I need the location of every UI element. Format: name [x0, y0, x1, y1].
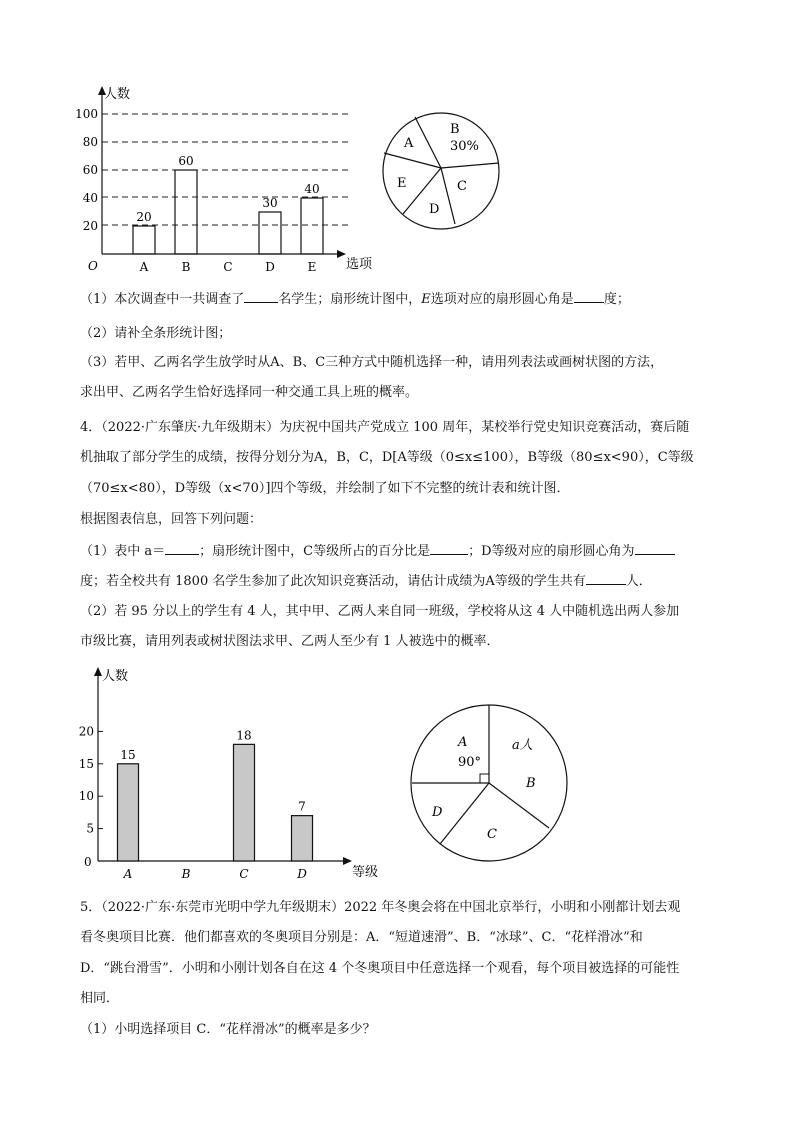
bar	[118, 764, 139, 861]
bar-value-label: 60	[178, 154, 194, 168]
p4-question-1-line1: （1）表中 a＝ ；扇形统计图中，C等级所占的百分比是 ；D等级对应的扇形圆心角为	[80, 542, 675, 561]
blank-total[interactable]	[244, 290, 278, 303]
p4-intro-line3: （70≤x<80），D等级（x<70）]四个等级，并绘制了如下不完整的统计表和统计图．	[80, 481, 570, 496]
pie-chart-grades	[408, 702, 570, 864]
pie-chart-options	[378, 108, 508, 232]
pie1-label-b-percent: 30%	[450, 139, 479, 154]
p5-intro-line1: 5．（2022·广东·东莞市光明中学九年级期末）2022 年冬奥会将在中国北京举行，小明和小刚都计划去观	[80, 900, 681, 915]
p4-question-2-line1: （2）若 95 分以上的学生有 4 人，其中甲、乙两人来自同一班级，学校将从这 4 人中随机选出两人参加	[80, 604, 680, 619]
x-tick-label: C	[223, 260, 233, 274]
p3-question-3-line2: 求出甲、乙两名学生恰好选择同一种交通工具上班的概率。	[80, 385, 419, 400]
pie2-label-a: A	[458, 735, 468, 750]
x-tick-label: D	[297, 867, 307, 881]
x-tick-label: B	[181, 260, 191, 274]
x-tick-label: E	[307, 260, 317, 274]
bar	[292, 816, 313, 861]
blank-a[interactable]	[165, 542, 199, 555]
x-tick-label: D	[265, 260, 275, 274]
blank-d-angle[interactable]	[635, 542, 675, 555]
p5-intro-line4: 相同．	[80, 991, 120, 1006]
y-tick-label: 5	[86, 821, 94, 836]
bar-chart-options	[75, 82, 378, 278]
pie2-right-angle-mark	[480, 774, 489, 783]
p5-question-1: （1）小明选择项目 C．“花样滑冰”的概率是多少？	[80, 1022, 376, 1037]
chart1-x-arrow	[337, 250, 346, 258]
p5-intro-line3: D．“跳台滑雪”．小明和小刚计划各自在这 4 个冬奥项目中任意选择一个观看，每个项目被选择的可能性	[80, 961, 680, 976]
p3-question-3-line1: （3）若甲、乙两名学生放学时从A、B、C三种方式中随机选择一种，请用列表法或画树状图的方法，	[80, 355, 664, 370]
chart3-y-arrow	[94, 667, 102, 676]
pie2-label-c: C	[487, 827, 497, 842]
chart3-x-label: 等级	[352, 865, 379, 880]
y-tick-label: 60	[82, 163, 98, 177]
y-tick-label: 100	[75, 107, 98, 121]
pie1-outline	[383, 113, 499, 229]
chart1-y-label: 人数	[104, 87, 131, 102]
bar-value-label: 40	[304, 182, 320, 196]
pie1-label-a: A	[404, 136, 414, 151]
bar-value-label: 18	[236, 728, 252, 743]
bar	[234, 744, 255, 861]
chart3-origin: 0	[84, 855, 92, 869]
p4-question-2-line2: 市级比赛，请用列表或树状图法求甲、乙两人至少有 1 人被选中的概率．	[80, 634, 500, 649]
y-tick-label: 10	[78, 789, 94, 804]
p3-question-1: （1）本次调查中一共调查了 名学生；扇形统计图中，E选项对应的扇形圆心角是 度；	[80, 292, 630, 307]
bar-value-label: 7	[298, 799, 306, 814]
pie1-label-e: E	[397, 176, 407, 191]
p4-intro-line4: 根据图表信息，回答下列问题：	[80, 512, 263, 527]
x-tick-label: A	[123, 867, 133, 881]
bar-value-label: 20	[136, 210, 152, 224]
bar-value-label: 30	[262, 196, 278, 210]
bar	[259, 212, 281, 254]
pie2-label-a-people: a人	[512, 738, 533, 753]
bar-value-label: 15	[120, 747, 136, 762]
chart3-y-label: 人数	[102, 669, 129, 684]
blank-angle-e[interactable]	[574, 290, 604, 303]
chart1-origin: O	[88, 259, 98, 273]
chart1-x-label: 选项	[346, 257, 373, 272]
p4-question-1-line2: 度；若全校共有 1800 名学生参加了此次知识竞赛活动，请估计成绩为A等级的学生共有 人．	[80, 574, 652, 589]
pie2-label-d: D	[432, 805, 443, 820]
y-tick-label: 80	[82, 135, 98, 149]
bar-chart-grades	[76, 662, 396, 882]
pie1-label-c: C	[457, 179, 467, 194]
bar	[301, 198, 323, 254]
bar	[133, 226, 155, 254]
p4-intro-line2: 机抽取了部分学生的成绩，按得分划分为A，B，C，D[A等级（0≤x≤100），B等级（80≤x<90），C等级	[80, 450, 694, 465]
pie1-label-d: D	[429, 202, 440, 217]
y-tick-label: 20	[82, 219, 98, 233]
bar	[175, 170, 197, 254]
chart3-x-arrow	[343, 857, 352, 865]
x-tick-label: C	[239, 867, 249, 881]
p3-question-2: （2）请补全条形统计图；	[80, 326, 232, 341]
x-tick-label: A	[139, 260, 149, 274]
y-tick-label: 15	[78, 756, 94, 771]
blank-a-students[interactable]	[586, 572, 626, 585]
pie2-label-b: B	[526, 776, 536, 791]
x-tick-label: B	[181, 867, 191, 881]
y-tick-label: 40	[82, 191, 98, 205]
p5-intro-line2: 看冬奥项目比赛．他们都喜欢的冬奥项目分别是：A．“短道速滑”、B．“冰球”、C．“花样滑冰”和	[80, 930, 643, 945]
pie1-label-b: B	[450, 122, 460, 137]
p4-intro-line1: 4．（2022·广东肇庆·九年级期末）为庆祝中国共产党成立 100 周年，某校举行党史知识竞赛活动，赛后随	[80, 420, 690, 435]
y-tick-label: 20	[78, 724, 94, 739]
pie1-dividers	[384, 117, 499, 224]
chart1-gridlines	[102, 114, 348, 225]
pie2-label-a-angle: 90°	[458, 755, 482, 770]
blank-c-percent[interactable]	[430, 542, 468, 555]
